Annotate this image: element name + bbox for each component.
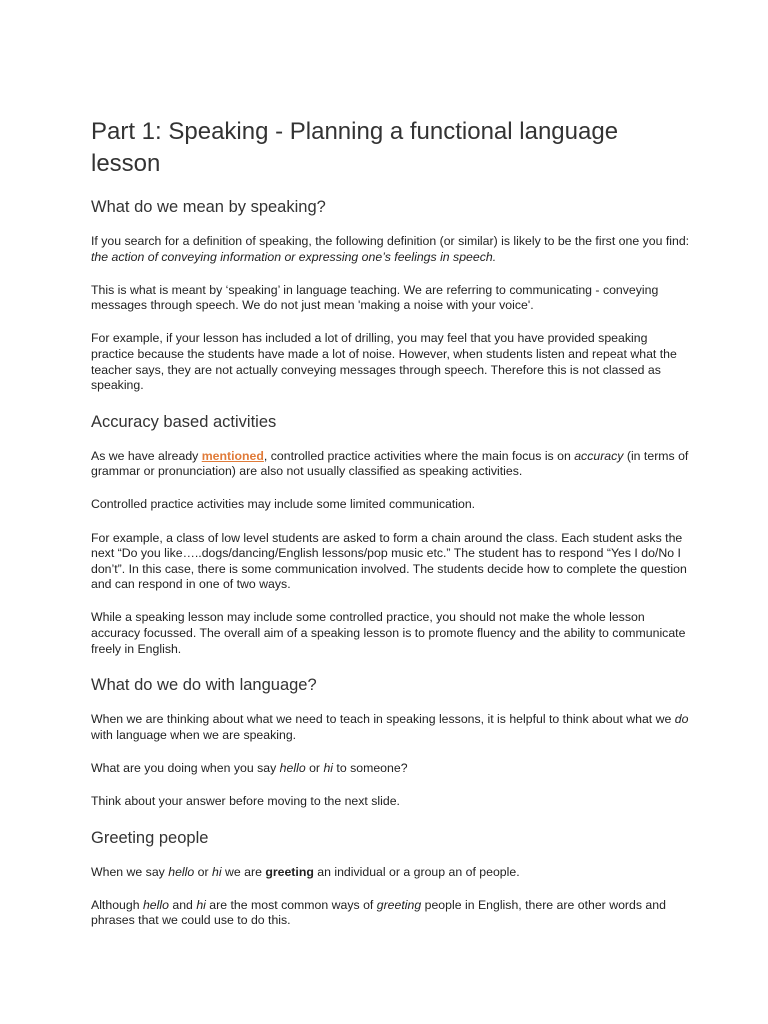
paragraph-controlled-practice bbox=[91, 449, 691, 480]
paragraph-text: and bbox=[168, 897, 197, 912]
paragraph-text: to someone? bbox=[333, 760, 408, 775]
paragraph-text: (in terms of grammar or pronunciation) are also not usually classified as speaking activities. bbox=[91, 448, 689, 479]
paragraph-text: When we are thinking about what we need to teach in speaking lessons, it is helpful to think about what we bbox=[91, 712, 675, 727]
hi-italic: hi bbox=[212, 864, 222, 879]
hello-italic: hello bbox=[142, 897, 169, 912]
accuracy-italic: accuracy bbox=[574, 448, 624, 463]
paragraph-text: As we have already bbox=[91, 448, 202, 463]
paragraph-other-greetings bbox=[91, 898, 691, 929]
paragraph-text: with language when we are speaking. bbox=[91, 727, 297, 742]
paragraph-text: an individual or a group an of people. bbox=[313, 864, 520, 879]
heading-what-mean: What do we mean by speaking? bbox=[91, 198, 326, 216]
heading-greeting: Greeting people bbox=[91, 828, 209, 847]
mentioned-link[interactable]: mentioned bbox=[201, 448, 264, 463]
paragraph-drilling-example: For example, if your lesson has included a lot of drilling, you may feel that you have provided speaking practice because the students have made a lot of noise. However, when students listen and repeat what the teacher says, they are not actually conveying messages through speech. Therefore this is not classed as speaking. bbox=[91, 331, 677, 393]
paragraph-text: people in English, there are other words and phrases that we could use to do this. bbox=[91, 897, 666, 928]
paragraph-chain-example: For example, a class of low level students are asked to form a chain around the class. Each student asks the next “Do you like…..dogs/dancing/English lessons/pop music etc.” The student has to respond “Yes I do/No I don’t”. In this case, there is some communication involved. The students decide how to complete the question and can respond in one of two ways. bbox=[91, 530, 687, 592]
paragraph-text: , controlled practice activities where the main focus is on bbox=[263, 448, 575, 463]
paragraph-text: When we say bbox=[91, 864, 169, 879]
paragraph-limited-communication: Controlled practice activities may include some limited communication. bbox=[91, 497, 476, 512]
paragraph-text: we are bbox=[221, 864, 266, 879]
do-italic: do bbox=[674, 712, 689, 727]
paragraph-text: Although bbox=[91, 897, 143, 912]
paragraph-text: If you search for a definition of speaking, the following definition (or similar) is likely to be the first one you find: bbox=[91, 234, 690, 248]
heading-language: What do we do with language? bbox=[91, 676, 317, 695]
paragraph-greeting bbox=[91, 865, 691, 881]
paragraph-text: or bbox=[305, 760, 324, 775]
paragraph-fluency-aim: While a speaking lesson may include some controlled practice, you should not make the whole lesson accuracy focussed. The overall aim of a speaking lesson is to promote fluency and the ability to communicate freely in English. bbox=[91, 610, 686, 656]
hi-italic: hi bbox=[323, 760, 334, 775]
greeting-italic: greeting bbox=[376, 897, 422, 912]
paragraph-question-hello bbox=[91, 761, 691, 777]
definition-italic: the action of conveying information or expressing one’s feelings in speech. bbox=[91, 249, 497, 264]
document-content bbox=[91, 116, 691, 929]
paragraph-meaning: This is what is meant by ‘speaking’ in language teaching. We are referring to communicating - conveying messages through speech. We do not just mean 'making a noise with your voice'. bbox=[91, 282, 659, 313]
page-title: Part 1: Speaking - Planning a functional language lesson bbox=[91, 118, 619, 177]
hello-italic: hello bbox=[168, 864, 195, 879]
hello-italic: hello bbox=[279, 760, 306, 775]
greeting-bold: greeting bbox=[265, 864, 314, 879]
paragraph-text: are the most common ways of bbox=[205, 897, 377, 912]
hi-italic: hi bbox=[196, 897, 206, 912]
heading-accuracy: Accuracy based activities bbox=[91, 412, 277, 431]
paragraph-definition bbox=[91, 234, 691, 265]
paragraph-text: or bbox=[194, 864, 212, 879]
paragraph-text: What are you doing when you say bbox=[91, 760, 280, 775]
paragraph-think: Think about your answer before moving to the next slide. bbox=[91, 793, 400, 808]
paragraph-what-we-do bbox=[91, 712, 691, 743]
